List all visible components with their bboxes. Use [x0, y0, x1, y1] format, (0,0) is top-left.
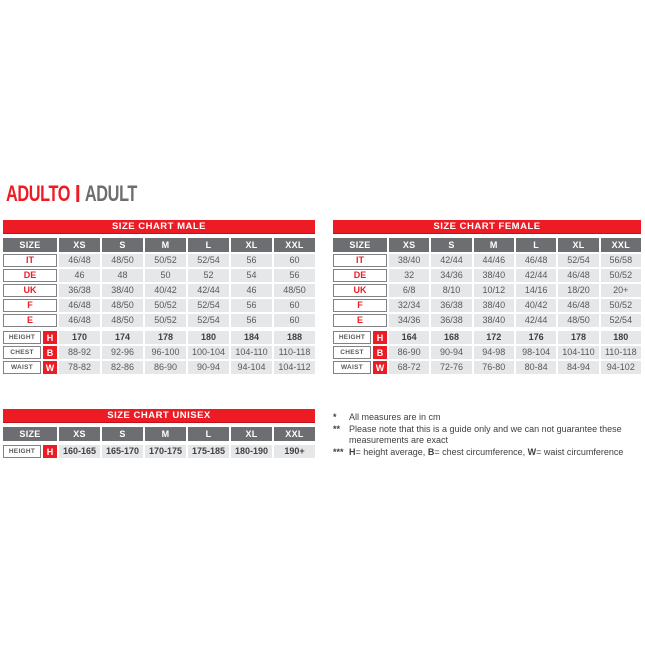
size-value-cell: 60 — [274, 314, 315, 327]
measurement-letter-badge: H — [43, 445, 57, 458]
measurement-value-cell: 78-82 — [59, 361, 100, 374]
measurement-value-cell: 98-104 — [516, 346, 556, 359]
column-header-cell: XL — [231, 238, 272, 252]
measurement-letter-badge: B — [43, 346, 57, 359]
measurement-row — [3, 331, 315, 344]
measurement-value-cell: 76-80 — [474, 361, 514, 374]
measurement-letter-badge: H — [373, 331, 387, 344]
measurement-value-cell: 104-110 — [231, 346, 272, 359]
measurement-value-cell: 80-84 — [516, 361, 556, 374]
footnote — [333, 447, 645, 459]
column-header-cell: XXL — [274, 427, 315, 441]
footnote — [333, 412, 645, 424]
size-value-cell: 56 — [274, 269, 315, 282]
measurement-letter-badge: H — [43, 331, 57, 344]
size-value-cell: 42/44 — [516, 314, 556, 327]
measurement-value-cell: 168 — [431, 331, 471, 344]
size-value-cell: 48 — [102, 269, 143, 282]
column-header-row — [3, 238, 315, 252]
size-value-cell: 60 — [274, 254, 315, 267]
footnote-marker: * — [333, 412, 337, 422]
size-value-cell: 48/50 — [274, 284, 315, 297]
footnote-segment: All measures are in cm — [349, 412, 441, 422]
size-value-cell: 20+ — [601, 284, 641, 297]
measurement-value-cell: 160-165 — [59, 445, 100, 458]
size-column-header-cell: SIZE — [3, 238, 57, 252]
size-value-cell: 42/44 — [516, 269, 556, 282]
footnote-text — [349, 424, 645, 447]
size-row — [333, 254, 641, 267]
footnote-segment: = chest circumference, — [434, 446, 528, 457]
column-header-cell: L — [188, 238, 229, 252]
measurement-value-cell: 104-112 — [274, 361, 315, 374]
measurement-value-cell: 86-90 — [389, 346, 429, 359]
measurement-value-cell: 94-102 — [601, 361, 641, 374]
size-value-cell: 40/42 — [145, 284, 186, 297]
size-column-header-cell: SIZE — [3, 427, 57, 441]
measurement-value-cell: 68-72 — [389, 361, 429, 374]
measurement-value-cell: 104-110 — [558, 346, 598, 359]
size-value-cell: 36/38 — [59, 284, 100, 297]
measurement-value-cell: 110-118 — [274, 346, 315, 359]
measurement-value-cell: 190+ — [274, 445, 315, 458]
size-value-cell: 34/36 — [431, 269, 471, 282]
footnote-bold-term: W — [527, 446, 537, 457]
column-header-row — [3, 427, 315, 441]
region-label-cell: F — [3, 299, 57, 312]
size-row — [3, 299, 315, 312]
measurement-value-cell: 178 — [558, 331, 598, 344]
measurement-value-cell: 94-104 — [231, 361, 272, 374]
size-value-cell: 6/8 — [389, 284, 429, 297]
size-value-cell: 50 — [145, 269, 186, 282]
size-value-cell: 56 — [231, 299, 272, 312]
size-value-cell: 46 — [231, 284, 272, 297]
region-label-cell: UK — [333, 284, 387, 297]
measurement-value-cell: 180-190 — [231, 445, 272, 458]
size-value-cell: 52 — [188, 269, 229, 282]
size-value-cell: 50/52 — [145, 299, 186, 312]
size-value-cell: 52/54 — [601, 314, 641, 327]
size-value-cell: 32 — [389, 269, 429, 282]
measurement-value-cell: 92-96 — [102, 346, 143, 359]
column-header-cell: XXL — [601, 238, 641, 252]
size-value-cell: 8/10 — [431, 284, 471, 297]
region-label-cell: E — [3, 314, 57, 327]
measurement-value-cell: 180 — [601, 331, 641, 344]
column-header-cell: XS — [389, 238, 429, 252]
size-value-cell: 56 — [231, 254, 272, 267]
column-header-row — [333, 238, 641, 252]
column-header-cell: M — [145, 427, 186, 441]
title-separator-bar — [76, 185, 79, 202]
measurement-label-cell — [333, 361, 387, 374]
size-chart-female-table — [333, 220, 641, 374]
size-row — [3, 269, 315, 282]
measurement-value-cell: 176 — [516, 331, 556, 344]
size-value-cell: 50/52 — [145, 314, 186, 327]
size-value-cell: 38/40 — [474, 314, 514, 327]
measurement-name-box: CHEST — [333, 346, 371, 359]
size-value-cell: 60 — [274, 299, 315, 312]
footnote-text — [349, 447, 645, 459]
region-label-cell: DE — [3, 269, 57, 282]
measurement-row — [333, 331, 641, 344]
measurement-name-box: WAIST — [3, 361, 41, 374]
size-value-cell: 52/54 — [188, 254, 229, 267]
measurement-name-box: HEIGHT — [3, 331, 41, 344]
measurement-value-cell: 184 — [231, 331, 272, 344]
size-value-cell: 44/46 — [474, 254, 514, 267]
size-value-cell: 38/40 — [102, 284, 143, 297]
column-header-cell: M — [145, 238, 186, 252]
size-value-cell: 50/52 — [601, 299, 641, 312]
size-value-cell: 36/38 — [431, 299, 471, 312]
size-value-cell: 56 — [231, 314, 272, 327]
size-value-cell: 52/54 — [188, 314, 229, 327]
measurement-name-box: HEIGHT — [3, 445, 41, 458]
size-row — [333, 284, 641, 297]
measurement-value-cell: 188 — [274, 331, 315, 344]
footnote-marker: ** — [333, 423, 341, 434]
size-value-cell: 56/58 — [601, 254, 641, 267]
size-value-cell: 48/50 — [558, 314, 598, 327]
measurement-value-cell: 165-170 — [102, 445, 143, 458]
size-value-cell: 46/48 — [59, 299, 100, 312]
column-header-cell: XXL — [274, 238, 315, 252]
measurement-label-cell — [3, 346, 57, 359]
size-row — [333, 299, 641, 312]
region-label-cell: IT — [3, 254, 57, 267]
size-value-cell: 48/50 — [102, 299, 143, 312]
region-label-cell: DE — [333, 269, 387, 282]
measurement-label-cell — [3, 361, 57, 374]
page-title-primary: ADULTO — [6, 181, 71, 206]
size-value-cell: 36/38 — [431, 314, 471, 327]
measurement-row — [3, 361, 315, 374]
measurement-row — [333, 346, 641, 359]
size-value-cell: 46 — [59, 269, 100, 282]
size-chart-title-bar: SIZE CHART MALE — [3, 220, 315, 234]
size-row — [333, 314, 641, 327]
measurement-value-cell: 86-90 — [145, 361, 186, 374]
region-label-cell: F — [333, 299, 387, 312]
measurement-value-cell: 174 — [102, 331, 143, 344]
size-value-cell: 14/16 — [516, 284, 556, 297]
region-label-cell: UK — [3, 284, 57, 297]
footnotes — [333, 412, 645, 458]
column-header-cell: XL — [558, 238, 598, 252]
measurement-value-cell: 88-92 — [59, 346, 100, 359]
size-value-cell: 46/48 — [558, 269, 598, 282]
footnote-marker: *** — [333, 446, 344, 457]
size-value-cell: 46/48 — [516, 254, 556, 267]
size-value-cell: 50/52 — [601, 269, 641, 282]
measurement-value-cell: 170-175 — [145, 445, 186, 458]
measurement-value-cell: 90-94 — [188, 361, 229, 374]
size-value-cell: 34/36 — [389, 314, 429, 327]
measurement-value-cell: 84-94 — [558, 361, 598, 374]
measurement-letter-badge: W — [373, 361, 387, 374]
size-value-cell: 10/12 — [474, 284, 514, 297]
column-header-cell: XL — [231, 427, 272, 441]
measurement-label-cell — [333, 331, 387, 344]
column-header-cell: S — [102, 238, 143, 252]
size-value-cell: 52/54 — [188, 299, 229, 312]
measurement-row — [333, 361, 641, 374]
measurement-value-cell: 180 — [188, 331, 229, 344]
measurement-value-cell: 164 — [389, 331, 429, 344]
column-header-cell: L — [188, 427, 229, 441]
column-header-cell: L — [516, 238, 556, 252]
size-value-cell: 54 — [231, 269, 272, 282]
size-value-cell: 46/48 — [59, 314, 100, 327]
column-header-cell: S — [431, 238, 471, 252]
page-title — [6, 181, 138, 206]
size-value-cell: 42/44 — [431, 254, 471, 267]
size-value-cell: 38/40 — [389, 254, 429, 267]
measurement-name-box: HEIGHT — [333, 331, 371, 344]
measurement-value-cell: 100-104 — [188, 346, 229, 359]
footnote-bold-term: B — [427, 446, 435, 457]
measurement-letter-badge: B — [373, 346, 387, 359]
measurement-value-cell: 72-76 — [431, 361, 471, 374]
measurement-name-box: WAIST — [333, 361, 371, 374]
measurement-letter-badge: W — [43, 361, 57, 374]
footnote-segment: Please note that this is a guide only and we can not guarantee these measurements are exact — [349, 423, 622, 445]
measurement-row — [3, 346, 315, 359]
measurement-value-cell: 170 — [59, 331, 100, 344]
size-chart-title-bar: SIZE CHART FEMALE — [333, 220, 641, 234]
size-column-header-cell: SIZE — [333, 238, 387, 252]
measurement-value-cell: 90-94 — [431, 346, 471, 359]
column-header-cell: M — [474, 238, 514, 252]
size-row — [333, 269, 641, 282]
column-header-cell: XS — [59, 427, 100, 441]
measurement-value-cell: 110-118 — [601, 346, 641, 359]
size-chart-title-bar: SIZE CHART UNISEX — [3, 409, 315, 423]
size-value-cell: 52/54 — [558, 254, 598, 267]
measurement-name-box: CHEST — [3, 346, 41, 359]
region-label-cell: E — [333, 314, 387, 327]
footnote-bold-term: H — [349, 446, 356, 457]
size-value-cell: 46/48 — [558, 299, 598, 312]
size-value-cell: 46/48 — [59, 254, 100, 267]
page-title-secondary: ADULT — [84, 181, 138, 206]
measurement-value-cell: 82-86 — [102, 361, 143, 374]
footnote-text — [349, 412, 645, 424]
size-value-cell: 38/40 — [474, 299, 514, 312]
footnote — [333, 424, 645, 447]
column-header-cell: XS — [59, 238, 100, 252]
measurement-value-cell: 96-100 — [145, 346, 186, 359]
region-label-cell: IT — [333, 254, 387, 267]
size-chart-male-table — [3, 220, 315, 374]
measurement-row — [3, 445, 315, 458]
measurement-label-cell — [333, 346, 387, 359]
size-row — [3, 284, 315, 297]
measurement-label-cell — [3, 331, 57, 344]
size-value-cell: 48/50 — [102, 254, 143, 267]
size-value-cell: 40/42 — [516, 299, 556, 312]
size-value-cell: 48/50 — [102, 314, 143, 327]
column-header-cell: S — [102, 427, 143, 441]
footnote-segment: = waist circumference — [536, 446, 624, 457]
measurement-value-cell: 94-98 — [474, 346, 514, 359]
measurement-value-cell: 178 — [145, 331, 186, 344]
size-value-cell: 38/40 — [474, 269, 514, 282]
size-value-cell: 50/52 — [145, 254, 186, 267]
size-chart-unisex-table — [3, 409, 315, 458]
size-row — [3, 314, 315, 327]
measurement-value-cell: 172 — [474, 331, 514, 344]
footnote-segment: = height average, — [355, 446, 428, 457]
size-value-cell: 18/20 — [558, 284, 598, 297]
size-row — [3, 254, 315, 267]
size-value-cell: 42/44 — [188, 284, 229, 297]
measurement-value-cell: 175-185 — [188, 445, 229, 458]
size-value-cell: 32/34 — [389, 299, 429, 312]
measurement-label-cell — [3, 445, 57, 458]
